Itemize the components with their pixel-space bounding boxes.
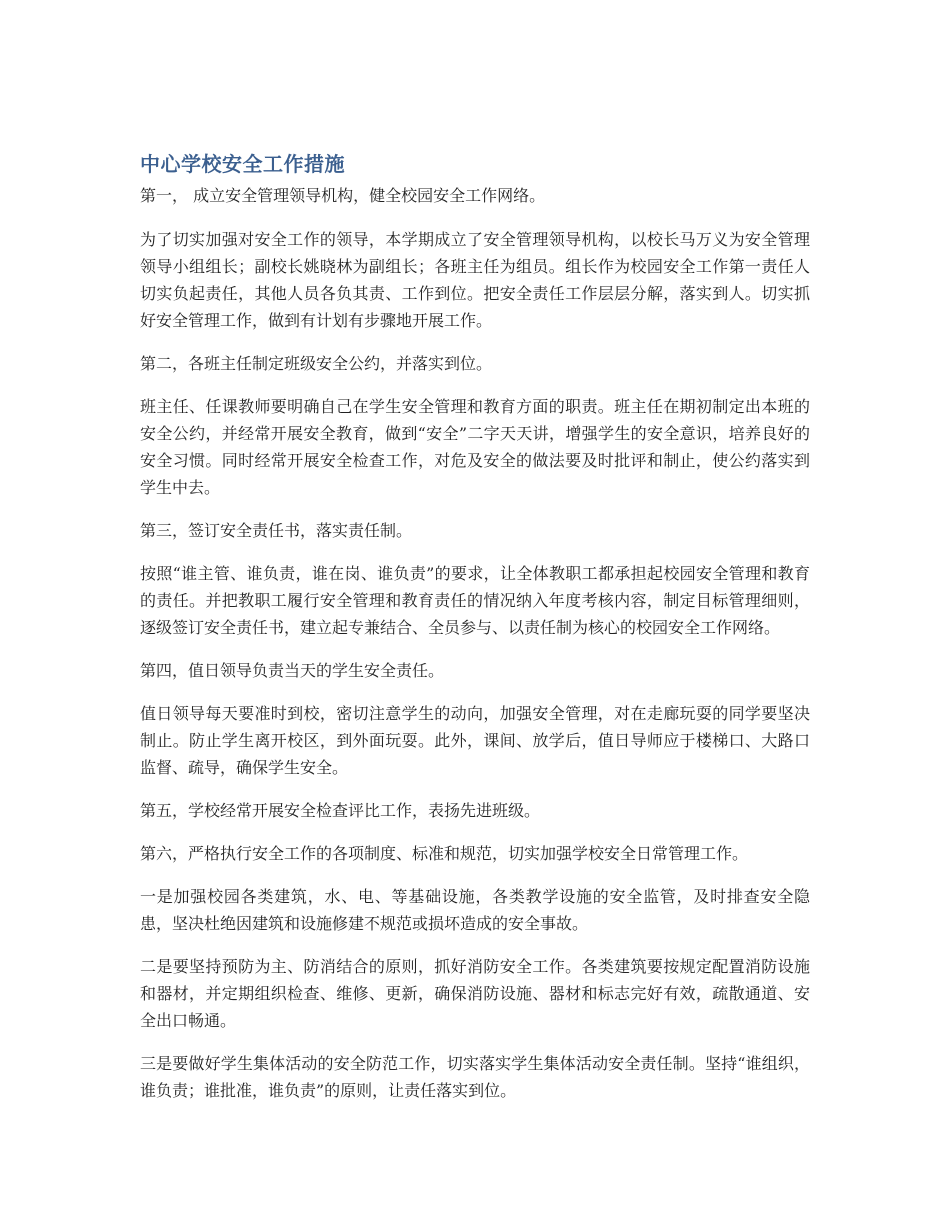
- document-page: [140, 150, 810, 1120]
- paragraph-10: 第六，严格执行安全工作的各项制度、标准和规范，切实加强学校安全日常管理工作。: [140, 844, 749, 863]
- paragraph-6: 按照“谁主管、谁负责，谁在岗、谁负责”的要求，让全体教职工都承担起校园安全管理和教育的责任。并把教职工履行安全管理和教育责任的情况纳入年度考核内容，制定目标管理细则，逐级签订安全责任书，建立起专兼结合、全员参与、以责任制为核心的校园安全工作网络。: [140, 564, 810, 637]
- paragraph-4: 班主任、任课教师要明确自己在学生安全管理和教育方面的职责。班主任在期初制定出本班的安全公约，并经常开展安全教育，做到“安全”二字天天讲，增强学生的安全意识，培养良好的安全习惯。同时经常开展安全检查工作，对危及安全的做法要及时批评和制止，使公约落实到学生中去。: [140, 397, 810, 497]
- paragraph-1: 第一， 成立安全管理领导机构，健全校园安全工作网络。: [140, 186, 546, 205]
- paragraph-9: 第五，学校经常开展安全检查评比工作，表扬先进班级。: [140, 801, 541, 820]
- paragraph-12: 二是要坚持预防为主、防消结合的原则，抓好消防安全工作。各类建筑要按规定配置消防设施和器材，并定期组织检查、维修、更新，确保消防设施、器材和标志完好有效，疏散通道、安全出口畅通。: [140, 957, 810, 1030]
- paragraph-3: 第二，各班主任制定班级安全公约，并落实到位。: [140, 354, 493, 373]
- document-title: 中心学校安全工作措施: [140, 152, 345, 176]
- paragraph-5: 第三，签订安全责任书，落实责任制。: [140, 521, 413, 540]
- paragraph-2: 为了切实加强对安全工作的领导，本学期成立了安全管理领导机构，以校长马万义为安全管理领导小组组长；副校长姚晓林为副组长；各班主任为组员。组长作为校园安全工作第一责任人切实负起责任，其他人员各负其责、工作到位。把安全责任工作层层分解，落实到人。切实抓好安全管理工作，做到有计划有步骤地开展工作。: [140, 230, 810, 330]
- paragraph-8: 值日领导每天要准时到校，密切注意学生的动向，加强安全管理，对在走廊玩耍的同学要坚决制止。防止学生离开校区，到外面玩耍。此外，课间、放学后，值日导师应于楼梯口、大路口监督、疏导，确保学生安全。: [140, 704, 810, 777]
- paragraph-11: 一是加强校园各类建筑，水、电、等基础设施，各类教学设施的安全监管，及时排查安全隐患，坚决杜绝因建筑和设施修建不规范或损坏造成的安全事故。: [140, 887, 810, 933]
- paragraph-7: 第四，值日领导负责当天的学生安全责任。: [140, 661, 445, 680]
- paragraph-13: 三是要做好学生集体活动的安全防范工作，切实落实学生集体活动安全责任制。坚持“谁组织，谁负责；谁批准，谁负责”的原则，让责任落实到位。: [140, 1054, 810, 1100]
